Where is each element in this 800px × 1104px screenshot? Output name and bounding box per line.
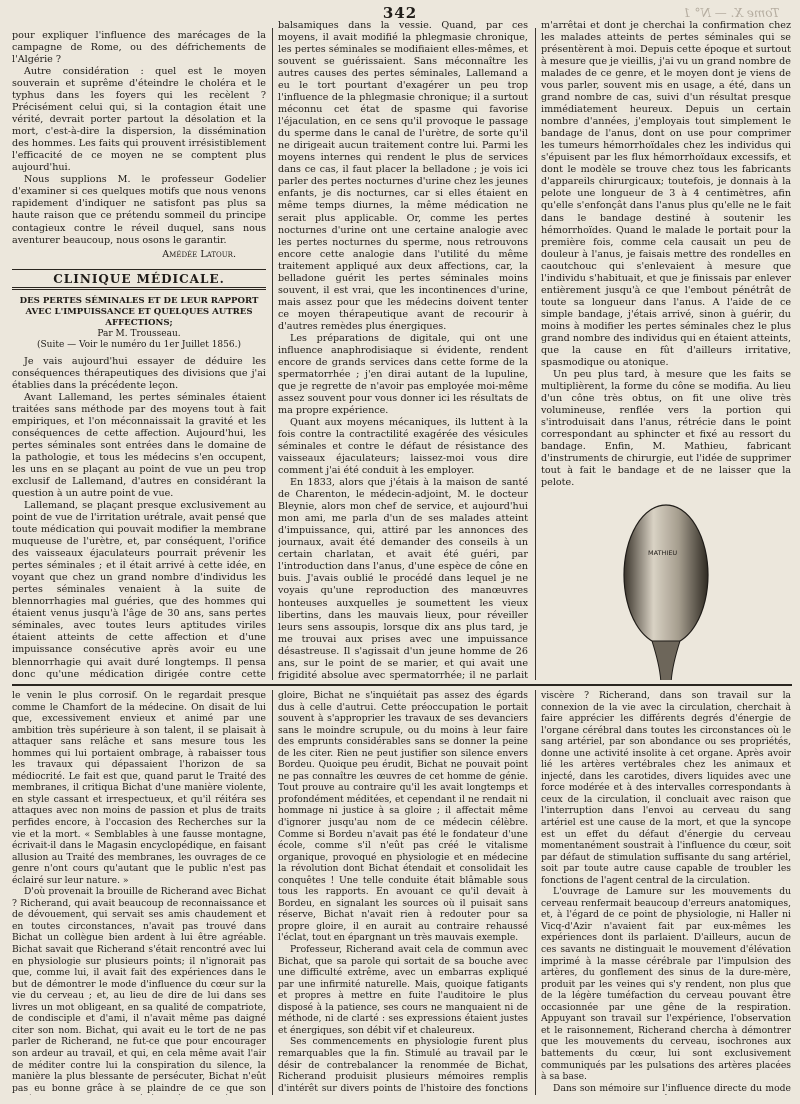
paragraph: gloire, Bichat ne s'inquiétait pas assez des égards dus à celle d'autrui. Cette préoccupation le portait souvent à s'approprier les travaux de ses devanciers sans le moindre scrupule, ou du moins à leur faire des emprunts considérables sans se donner la peine de les citer. Rien ne peut justifier son silence envers Bordeu. Quoique peu érudit, Bichat ne pouvait point ne pas connaître les œuvres de cet homme de génie. Tout prouve au contraire qu'il les avait longtemps et profondément méditées, et cependant il ne rendait ni hommage ni justice à sa gloire ; il affectait même d'ignorer jusqu'au nom de ce médecin célèbre. Comme si Bordeu n'avait pas été le fondateur d'une école, comme s'il n'eût pas créé le vitalisme organique, provoqué en physiologie et en médecine la révolution dont Bichat étendait et consolidait les conquêtes ! Une telle conduite était blâmable sous tous les rapports. En avouant ce qu'il devait à Bordeu, en signalant les sources où il puisait sans réserve, Bichat n'avait rien à redouter pour sa propre gloire, il en aurait au contraire rehaussé l'éclat, tout en épargnant un très mauvais exemple. bbox=[278, 690, 528, 944]
paragraph: L'ouvrage de Lamure sur les mouvements du cerveau renfermait beaucoup d'erreurs anatomiques, et, à l'égard de ce point de physiologie, ni Haller ni Vicq-d'Azir n'avaient fait par eux-mêmes les expériences dont ils parlaient. D'ailleurs, aucun de ces savants ne distinguait le mouvement d'élévation imprimé à la masse cérébrale par l'impulsion des artères, du gonflement des sinus de la dure-mère, produit par les veines qui s'y rendent, non plus que de la légère tuméfaction du cerveau pouvant être occasionnée par une gêne de la respiration. Appuyant son travail sur l'expérience, l'observation et le raisonnement, Richerand chercha à démontrer que les mouvements du cerveau, isochrones aux battements du cœur, lui sont exclusivement communiqués par les pulsations des artères placées à sa base. bbox=[541, 886, 791, 1083]
olive-bulb bbox=[624, 505, 708, 645]
column-separator bbox=[535, 690, 536, 1095]
article-title: DES PERTES SÉMINALES ET DE LEUR RAPPORT AVEC L'IMPUISSANCE ET QUELQUES AUTRES AFFECTIONS; bbox=[19, 295, 259, 328]
olive-neck bbox=[652, 641, 680, 680]
paragraph: pour expliquer l'influence des marécages de la campagne de Rome, ou des défrichements de l'Algérie ? bbox=[12, 30, 266, 66]
paragraph: balsamiques dans la vessie. Quand, par ces moyens, il avait modifié la phlegmasie chronique, les pertes séminales se modifiaient elles-mêmes, et souvent se guérissaient. Sans méconnaître les autres causes des pertes séminales, Lallemand a eu le tort pourtant d'exagérer un peu trop l'influence de la phlegmasie chronique; il a surtout méconnu cet état de spasme qui favorise l'éjaculation, en ce sens qu'il provoque le passage du sperme dans le canal de l'urètre, de sorte qu'il ne dirigeait aucun traitement contre lui. Parmi les moyens internes qui rendent le plus de services dans ce cas, il faut placer la belladone ; je vois ici parler des pertes nocturnes d'urine chez les jeunes enfants, je dis nocturnes, car si elles étaient en même temps diurnes, la même médication ne serait plus applicable. Or, comme les pertes nocturnes d'urine ont une certaine analogie avec les pertes nocturnes du sperme, nous retrouvons encore cette analogie dans l'utilité du même traitement appliqué aux deux affections, car, la belladone guérit les pertes séminales moins souvent, il est vrai, que les incontinences d'urine, mais assez pour que les médecins doivent tenter ce moyen thérapeutique avant de recourir à d'autres remèdes plus énergiques. bbox=[278, 20, 528, 332]
paragraph: Je vais aujourd'hui essayer de déduire les conséquences thérapeutiques des divisions que j'ai établies dans la précédente leçon. bbox=[12, 355, 266, 391]
paragraph: Professeur, Richerand avait cela de commun avec Bichat, que sa parole qui sortait de sa bouche avec une difficulté extrême, avec un embarras expliqué par une infirmité naturelle. Mais, quoique fatigants et propres à mettre en fuite l'auditoire le plus disposé à la patience, ses cours ne manquaient ni de méthode, ni de clarté : ses expressions étaient justes et énergiques, son débit vif et chaleureux. bbox=[278, 944, 528, 1036]
paragraph: Avant Lallemand, les pertes séminales étaient traitées sans méthode par des moyens tout à fait empiriques, et l'on méconnaissait la gravité et les conséquences de cette affection. Aujourd'hui, les pertes séminales sont entrées dans le domaine de la pathologie, et tous les médecins s'en occupent, les uns en se plaçant au point de vue un peu trop exclusif de Lallemand, d'autres en considérant la question à un autre point de vue. bbox=[12, 391, 266, 500]
paragraph: Ses commencements en physiologie furent plus remarquables que la fin. Stimulé au travail par le désir de contrebalancer la renommée de Bichat, Richerand produisit plusieurs mémoires remplis d'intérêt sur divers points de l'histoire des fonctions bbox=[278, 1036, 528, 1094]
column-4 bbox=[12, 690, 266, 1095]
paragraph: Les préparations de digitale, qui ont une influence anaphrodisiaque si évidente, rendent encore de grands services dans cette forme de la spermatorrhée ; j'en dirai autant de la lupuline, que je regrette de n'avoir pas employée moi-même assez souvent pour vous donner ici les résultats de ma propre expérience. bbox=[278, 332, 528, 416]
paragraph: En 1833, alors que j'étais à la maison de santé de Charenton, le médecin-adjoint, M. le docteur Bleynie, alors mon chef de service, et aujourd'hui mon ami, me parla d'un de ses malades atteint d'impuissance, qui, attiré par les annonces des journaux, avait été demander des conseils à un certain charlatan, et avait été guéri, par l'introduction dans l'anus, d'une espèce de cône en buis. J'avais oublié le procédé dans lequel je ne voyais qu'une reproduction des manœuvres honteuses auxquelles je soumettent les vieux libertins, dans les mauvais lieux, pour réveiller leurs sens assoupis, lorsque dix ans plus tard, je me trouvai aux prises avec une impuissance désastreuse. Il s'agissait d'un jeune homme de 26 ans, sur le point de se marier, et qui avait une frigidité absolue avec spermatorrhée; il ne parlait bbox=[278, 477, 528, 680]
paragraph: le venin le plus corrosif. On le regardait presque comme le Chamfort de la médecine. On disait de lui que, excessivement envieux et animé par une ambition très supérieure à son talent, il se plaisait à attaquer sans relâche et sans mesure tous les hommes qui lui portaient ombrage, à rabaisser tous les travaux qui dépassaient l'horizon de sa médiocrité. Le fait est que, quand parut le Traité des membranes, il critiqua Bichat d'une manière violente, en style cassant et irrespectueux, et qu'il réitéra ses attaques avec non moins de passion et plus de traits perfides encore, à l'occasion des Recherches sur la vie et la mort. « Semblables à une fausse montagne, écrivait-il dans le Magasin encyclopédique, en faisant allusion au Traité des membranes, les ouvrages de ce genre n'ont cours qu'autant que le public n'est pas éclairé sur leur nature. » bbox=[12, 690, 266, 886]
paragraph: m'arrêtai et dont je cherchai la confirmation chez les malades atteints de pertes séminales qui se présentèrent à moi. Depuis cette époque et surtout à mesure que je vieillis, j'ai vu un grand nombre de malades de ce genre, et le moyen dont je viens de vous parler, souvent mis en usage, a été, dans un grand nombre de cas, suivi d'un résultat presque immédiatement heureux. Depuis un certain nombre d'années, j'employais tout simplement le bandage de l'anus, dont on use pour comprimer les tumeurs hémorrhoïdales chez les individus qui s'épuisent par les flux hémorrhoïdaux excessifs, et dont le modèle se trouve chez tous les fabricants d'appareils chirurgicaux; toutefois, je donnais à la pelote une longueur de 3 à 4 centimètres, afin qu'elle s'enfonçât dans l'anus plus qu'elle ne le fait dans le bandage destiné à soutenir les hémorrhoïdes. Quand le malade le portait pour la première fois, comme cela causait un peu de douleur à l'anus, je faisais mettre des rondelles en caoutchouc qui s'enlevaient à mesure que l'individu s'habituait, et que je finissais par enlever entièrement jusqu'à ce que l'embout pénétrât de toute sa longueur dans l'anus. A l'aide de ce simple bandage, j'étais arrivé, sinon à guérir, du moins à modifier les pertes séminales chez le plus grand nombre des individus qui en étaient atteints, que la cause en fût d'ailleurs irritative, spasmodique ou atonique. bbox=[541, 20, 791, 368]
pessary-illustration bbox=[541, 495, 791, 680]
feuilleton-divider bbox=[12, 684, 792, 686]
pessary-figure bbox=[541, 495, 791, 680]
column-1 bbox=[12, 30, 266, 680]
paragraph: Nous supplions M. le professeur Godelier d'examiner si ces quelques motifs que nous venons rapidement d'indiquer ne satisfont pas plus sa haute raison que ce prétendu sommeil du principe contagieux contre le réveil duquel, sans nous aventurer beaucoup, nous osons le garantir. bbox=[12, 174, 266, 246]
column-3 bbox=[541, 20, 791, 680]
signature: Amédée Latour. bbox=[162, 248, 236, 260]
paragraph: viscère ? Richerand, dans son travail sur la connexion de la vie avec la circulation, cherchait à faire apprécier les différents degrés d'énergie de l'organe cérébral dans toutes les circonstances où le sang artériel, par son abondance ou ses propriétés, donne une activité insolite à cet organe. Après avoir lié les artères vertébrales chez les animaux et injecté, dans les carotides, divers liquides avec une force modérée et à des intervalles correspondants à ceux de la circulation, il concluait avec raison que l'interruption dans l'envoi au cerveau du sang artériel est une cause de la mort, et que la syncope est un effet du défaut d'énergie du cerveau momentanément soustrait à l'influence du cœur, soit par défaut de stimulation suffisante du sang artériel, soit par toute autre cause capable de troubler les fonctions de l'agent central de la circulation. bbox=[541, 690, 791, 886]
paragraph: Lallemand, se plaçant presque exclusivement au point de vue de l'irritation urétrale, avait pensé que toute médication qui pouvait modifier la membrane muqueuse de l'urètre, et, par conséquent, l'orifice des vaisseaux éjaculateurs pourrait prévenir les pertes séminales ; et il était arrivé à cette idée, en voyant que chez un grand nombre d'individus les pertes séminales venaient à la suite de blennorrhagies mal guéries, que des hommes qui étaient venus jusqu'à l'âge de 30 ans, sans pertes séminales, avec toutes leurs aptitudes viriles étaient atteints de cette affection et d'une impuissance consécutive après avoir eu une blennorrhagie qui avait duré longtemps. Il pensa donc qu'une médication dirigée contre cette bbox=[12, 500, 266, 680]
column-6 bbox=[541, 690, 791, 1095]
divider bbox=[12, 269, 266, 270]
page-number: 342 bbox=[382, 4, 418, 22]
column-separator bbox=[535, 28, 536, 680]
double-divider bbox=[12, 287, 266, 290]
column-2 bbox=[278, 20, 528, 680]
paragraph: Un peu plus tard, à mesure que les faits se multiplièrent, la forme du cône se modifia. Au lieu d'un cône très obtus, on fit une olive très volumineuse, renflée vers la portion qui s'introduisait dans l'anus, rétrécie dans le point correspondant au sphincter et fixé au ressort du bandage. Enfin, M. Mathieu, fabricant d'instruments de chirurgie, eut l'idée de supprimer tout à fait le bandage et de ne laisser que la pelote. bbox=[541, 368, 791, 489]
column-separator bbox=[272, 690, 273, 1095]
column-5 bbox=[278, 690, 528, 1095]
paragraph: Dans son mémoire sur l'influence directe du mode bbox=[553, 1082, 791, 1094]
continuation-note: (Suite — Voir le numéro du 1er Juillet 1856.) bbox=[36, 340, 241, 351]
column-separator bbox=[272, 28, 273, 680]
maker-stamp: MATHIEU bbox=[648, 549, 678, 558]
ghost-header: Tome X. — N° 1 bbox=[683, 6, 780, 20]
section-title: CLINIQUE MÉDICALE. bbox=[53, 271, 225, 286]
paragraph: Autre considération : quel est le moyen souverain et suprême d'éteindre le choléra et le typhus dans les foyers qui les recèlent ? Précisément celui qui, si la contagion était une vérité, devrait porter partout la désolation et la mort, c'est-à-dire la dispersion, la dissémination des hommes. Les faits qui prouvent irrésistiblement l'efficacité de ce moyen ne se comptent plus aujourd'hui. bbox=[12, 66, 266, 174]
paragraph: Quant aux moyens mécaniques, ils luttent à la fois contre la contractilité exagérée des vésicules séminales et contre le défaut de résistance des vaisseaux éjaculateurs; laissez-moi vous dire comment j'ai été conduit à les employer. bbox=[278, 417, 528, 477]
byline: Par M. Trousseau. bbox=[97, 329, 181, 340]
paragraph: D'où provenait la brouille de Richerand avec Bichat ? Richerand, qui avait beaucoup de reconnaissance et de dévouement, qui servait ses amis chaudement et en toutes circonstances, n'avait pas trouvé dans Bichat un collègue bien ardent à lui être agréable. Bichat savait que Richerand s'était rencontré avec lui en physiologie sur plusieurs points; il n'ignorait pas que, comme lui, il avait fait des expériences dans le but de démontrer le mode d'influence du cœur sur la vie du cerveau ; et, au lieu de dire de lui dans ses livres un mot obligeant, en sa qualité de compatriote, de condisciple et d'ami, il n'avait même pas daigné citer son nom. Bichat, qui avait eu le tort de ne pas parler de Richerand, ne fut-ce que pour encourager son ardeur au travail, et qui, en cela même avait l'air de méditer contre lui la conspiration du silence, la manière la plus blessante de persécuter, Bichat n'eût pas eu bonne grâce à se plaindre de ce que son bbox=[12, 886, 266, 1094]
